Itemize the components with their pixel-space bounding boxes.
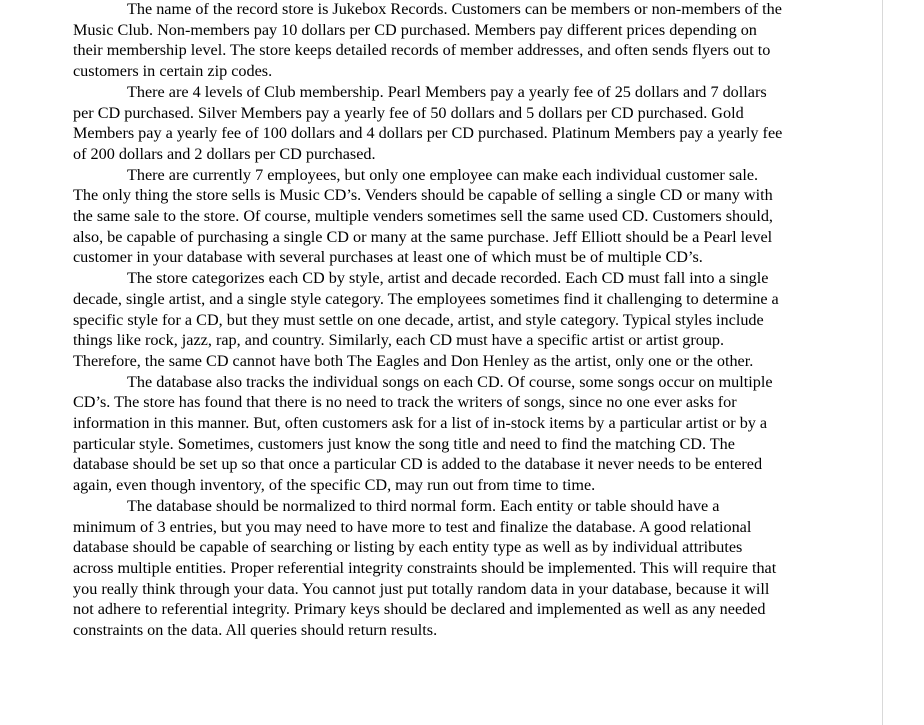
paragraph-membership-levels: There are 4 levels of Club membership. Pearl Members pay a yearly fee of 25 dollars and 7 dollars per CD purchased. Silver Members pay a yearly fee of 50 dollars and 5 dollars per CD purchased. Gold Members pay a yearly fee of 100 dollars and 4 dollars per CD purchased. Platinum Members pay a yearly fee of 200 dollars and 2 dollars per CD purchased.: [73, 82, 783, 163]
paragraph-cd-categories: The store categorizes each CD by style, artist and decade recorded. Each CD must fall into a single decade, single artist, and a single style category. The employees sometimes find it challenging to determine a specific style for a CD, but they must settle on one decade, artist, and style category. Typical styles include things like rock, jazz, rap, and country. Similarly, each CD must have a specific artist or artist group. Therefore, the same CD cannot have both The Eagles and Don Henley as the artist, only one or the other.: [73, 269, 779, 370]
paragraph-store-overview: The name of the record store is Jukebox Records. Customers can be members or non-members of the Music Club. Non-members pay 10 dollars per CD purchased. Members pay different prices depending on their membership level. The store keeps detailed records of member addresses, and often sends flyers out to customers in certain zip codes.: [73, 0, 782, 81]
right-margin-gutter: [882, 0, 924, 725]
paragraph-normalization-requirements: The database should be normalized to third normal form. Each entity or table should have a minimum of 3 entries, but you may need to have more to test and finalize the database. A good relational database should be capable of searching or listing by each entity type as well as by individual attributes across multiple entities. Proper referential integrity constraints should be implemented. This will require that you really think through your data. You cannot just put totally random data in your database, because it will not adhere to referential integrity. Primary keys should be declared and implemented as well as any needed constraints on the data. All queries should return results.: [73, 496, 777, 640]
document-body: [73, 0, 785, 641]
paragraph-employees-sales: There are currently 7 employees, but only one employee can make each individual customer sale. The only thing the store sells is Music CD’s. Venders should be capable of selling a single CD or many with the same sale to the store. Of course, multiple venders sometimes sell the same used CD. Customers should, also, be capable of purchasing a single CD or many at the same purchase. Jeff Elliott should be a Pearl level customer in your database with several purchases at least one of which must be of multiple CD’s.: [73, 165, 773, 267]
paragraph-songs-tracking: The database also tracks the individual songs on each CD. Of course, some songs occur on multiple CD’s. The store has found that there is no need to track the writers of songs, since no one ever asks for information in this manner. But, often customers ask for a list of in-stock items by a particular artist or by a particular style. Sometimes, customers just know the song title and need to find the matching CD. The database should be set up so that once a particular CD is added to the database it never needs to be entered again, even though inventory, of the specific CD, may run out from time to time.: [73, 372, 773, 495]
